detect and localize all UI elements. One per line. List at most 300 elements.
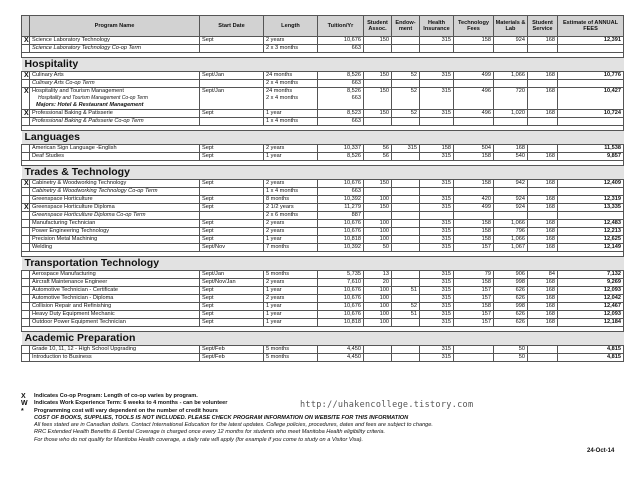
coop-mark [22, 303, 30, 311]
cell-serv [528, 346, 558, 354]
cell-length: 2 years [264, 220, 318, 228]
cell-length: 5 months [264, 354, 318, 362]
program-name [30, 145, 200, 153]
cell-mat: 626 [494, 287, 528, 295]
cell-serv: 168 [528, 303, 558, 311]
coop-mark [22, 196, 30, 204]
cell-assoc: 56 [364, 145, 392, 153]
cell-tuition: 8,526 [318, 72, 364, 80]
cell-mat: 626 [494, 295, 528, 303]
cell-start: Sept/Jan [200, 72, 264, 80]
coop-length: 2 x 4 months [266, 95, 299, 101]
cell-mat [494, 188, 528, 196]
section-row [22, 332, 624, 346]
cell-est [558, 188, 624, 196]
header-4: Tuition/Yr [318, 16, 364, 37]
section-row [22, 166, 624, 180]
cell-serv [528, 80, 558, 88]
cell-serv: 168 [528, 311, 558, 319]
cell-serv [528, 188, 558, 196]
table-row [22, 212, 624, 220]
cell-start [200, 118, 264, 126]
cell-assoc: 100 [364, 196, 392, 204]
coop-mark [22, 80, 30, 88]
coop-mark [22, 244, 30, 252]
fees-table [21, 15, 624, 362]
coop-mark [22, 295, 30, 303]
program-name [30, 228, 200, 236]
cell-tuition: 663 [318, 118, 364, 126]
cell-health: 315 [420, 180, 454, 188]
cell-est: 12,319 [558, 196, 624, 204]
cell-tech [454, 80, 494, 88]
fine-print-line: All fees stated are in Canadian dollars. Contact International Education for the latest updates. College policies, procedures, dates and fees are subject to change. [34, 422, 433, 429]
cell-tuition: 887 [318, 212, 364, 220]
program-name-text: Professional Baking & Patisserie [32, 110, 113, 116]
program-name [30, 180, 200, 188]
cell-tech: 158 [454, 220, 494, 228]
cell-health [420, 45, 454, 53]
table-row [22, 88, 624, 110]
cell-serv: 168 [528, 37, 558, 45]
table-row [22, 220, 624, 228]
cell-assoc: 150 [364, 110, 392, 118]
program-name-text: Heavy Duty Equipment Mechanic [32, 311, 115, 317]
table-row [22, 204, 624, 212]
header-9: Materials & Lab [494, 16, 528, 37]
cell-assoc: 56 [364, 153, 392, 161]
cell-tech [454, 346, 494, 354]
cell-assoc [364, 346, 392, 354]
cell-endow [392, 244, 420, 252]
cell-serv [528, 212, 558, 220]
cell-tech [454, 188, 494, 196]
cell-mat: 942 [494, 180, 528, 188]
program-name-text: Manufacturing Technician [32, 220, 96, 226]
cell-start [200, 80, 264, 88]
cell-serv: 84 [528, 271, 558, 279]
cell-serv: 168 [528, 228, 558, 236]
cell-serv: 168 [528, 295, 558, 303]
coop-mark [22, 220, 30, 228]
cell-health: 315 [420, 295, 454, 303]
cell-health: 315 [420, 72, 454, 80]
cell-length: 1 year [264, 236, 318, 244]
cell-tuition: 663 [318, 80, 364, 88]
cell-assoc [364, 80, 392, 88]
cell-est: 12,625 [558, 236, 624, 244]
cell-tuition [318, 88, 364, 110]
cell-tech: 158 [454, 228, 494, 236]
table-row [22, 118, 624, 126]
header-5: Student Assoc. [364, 16, 392, 37]
cell-tech: 157 [454, 319, 494, 327]
cell-serv: 168 [528, 319, 558, 327]
cell-mat: 924 [494, 37, 528, 45]
cell-est [558, 212, 624, 220]
cell-tech: 499 [454, 204, 494, 212]
program-name-text: Introduction to Business [32, 354, 92, 360]
fine-print-line: For those who do not qualify for Manitoba Health coverage, a daily rate will apply (for example if you come to study on a Visitor Visa). [34, 436, 364, 443]
program-name-text: Collision Repair and Refinishing [32, 303, 112, 309]
cell-serv: 168 [528, 88, 558, 110]
program-name [30, 204, 200, 212]
cell-health: 315 [420, 153, 454, 161]
cell-serv: 168 [528, 72, 558, 80]
cell-endow [392, 228, 420, 236]
cell-length: 2 x 3 months [264, 45, 318, 53]
cell-length: 1 year [264, 319, 318, 327]
cell-est: 12,409 [558, 180, 624, 188]
cell-tech: 158 [454, 180, 494, 188]
cell-tuition: 4,450 [318, 354, 364, 362]
cell-mat: 540 [494, 153, 528, 161]
program-name [30, 37, 200, 45]
cell-serv: 168 [528, 220, 558, 228]
program-name-text: Culinary Arts Co-op Term [32, 80, 95, 86]
cell-health: 315 [420, 110, 454, 118]
cell-health: 315 [420, 311, 454, 319]
cell-assoc: 100 [364, 287, 392, 295]
cell-start: Sept [200, 204, 264, 212]
cell-mat [494, 45, 528, 53]
cell-endow: 52 [392, 303, 420, 311]
cell-serv: 168 [528, 153, 558, 161]
cell-tech: 157 [454, 311, 494, 319]
cell-health: 315 [420, 37, 454, 45]
program-name [30, 110, 200, 118]
program-name-text: Greenspace Horticulture Diploma Co-op Term [32, 212, 146, 218]
cell-tuition: 10,676 [318, 287, 364, 295]
coop-mark [22, 346, 30, 354]
value-tuition: 8,526 [347, 88, 361, 94]
cell-est [558, 80, 624, 88]
cell-endow: 52 [392, 110, 420, 118]
cell-assoc [364, 354, 392, 362]
cell-start: Sept [200, 236, 264, 244]
cell-health: 315 [420, 303, 454, 311]
table-row [22, 145, 624, 153]
program-name-text: Aerospace Manufacturing [32, 271, 96, 277]
cell-mat: 1,020 [494, 110, 528, 118]
cell-endow [392, 80, 420, 88]
cell-tech [454, 45, 494, 53]
cell-assoc: 50 [364, 244, 392, 252]
program-name [30, 88, 200, 110]
cell-endow [392, 295, 420, 303]
cell-tuition: 5,735 [318, 271, 364, 279]
coop-mark: X [22, 180, 30, 188]
table-row [22, 279, 624, 287]
cell-tech: 499 [454, 72, 494, 80]
cell-start: Sept [200, 153, 264, 161]
program-name-text: Cabinetry & Woodworking Technology Co-op Term [32, 188, 158, 194]
cell-start: Sept [200, 319, 264, 327]
program-name [30, 80, 200, 88]
coop-mark [22, 236, 30, 244]
cell-serv [528, 118, 558, 126]
cell-mat: 998 [494, 279, 528, 287]
cell-health [420, 118, 454, 126]
cell-tech: 496 [454, 110, 494, 118]
cell-mat: 924 [494, 196, 528, 204]
cell-health: 315 [420, 346, 454, 354]
cell-length: 1 x 4 months [264, 188, 318, 196]
header-10: Student Service [528, 16, 558, 37]
program-name [30, 271, 200, 279]
cell-est: 12,184 [558, 319, 624, 327]
section-row [22, 131, 624, 145]
header-8: Technology Fees [454, 16, 494, 37]
cell-serv [528, 145, 558, 153]
coop-mark: X [22, 88, 30, 110]
value-length: 24 months [266, 88, 293, 94]
cell-start [200, 188, 264, 196]
cell-length: 2 years [264, 145, 318, 153]
cell-tuition: 663 [318, 45, 364, 53]
header-2: Start Date [200, 16, 264, 37]
cell-tuition: 663 [318, 188, 364, 196]
table-body [22, 37, 624, 362]
fine-print-line: RRC Extended Health Benefits & Dental Coverage is charged once every 12 months for students who meet Manitoba Health eligibility criteria. [34, 429, 386, 436]
cell-tech: 158 [454, 279, 494, 287]
cell-length: 1 year [264, 311, 318, 319]
cell-start: Sept/Feb [200, 346, 264, 354]
cell-est: 12,093 [558, 287, 624, 295]
cell-endow: 51 [392, 311, 420, 319]
cell-est: 12,149 [558, 244, 624, 252]
cell-start: Sept [200, 110, 264, 118]
legend-key: * [21, 407, 24, 415]
legend-key: X [21, 393, 26, 400]
table-row [22, 180, 624, 188]
cell-mat: 626 [494, 311, 528, 319]
cell-health: 315 [420, 196, 454, 204]
cell-tech: 157 [454, 244, 494, 252]
cell-tuition: 10,676 [318, 311, 364, 319]
program-name-text: Cabinetry & Woodworking Technology [32, 180, 127, 186]
cell-start: Sept/Feb [200, 354, 264, 362]
cell-est: 9,857 [558, 153, 624, 161]
program-name-text: American Sign Language -English [32, 145, 117, 151]
cell-endow [392, 212, 420, 220]
cell-endow [392, 220, 420, 228]
header-row [22, 16, 624, 37]
coop-mark: X [22, 110, 30, 118]
cell-endow [392, 204, 420, 212]
cell-start: Sept [200, 180, 264, 188]
cell-endow [392, 271, 420, 279]
cell-mat: 796 [494, 228, 528, 236]
coop-term-line: Hospitality and Tourism Management Co-op Term [38, 95, 148, 101]
cell-start: Sept/Jan [200, 88, 264, 110]
coop-mark: X [22, 37, 30, 45]
cell-serv: 168 [528, 279, 558, 287]
cell-endow [392, 45, 420, 53]
cell-tuition: 7,610 [318, 279, 364, 287]
table-row [22, 287, 624, 295]
cell-est: 4,815 [558, 354, 624, 362]
cell-health: 315 [420, 220, 454, 228]
cell-mat: 1,066 [494, 220, 528, 228]
cell-assoc: 100 [364, 303, 392, 311]
cell-endow: 52 [392, 88, 420, 110]
program-name [30, 354, 200, 362]
cell-start: Sept [200, 295, 264, 303]
cell-tech [454, 354, 494, 362]
cell-assoc: 150 [364, 88, 392, 110]
cell-mat: 1,066 [494, 236, 528, 244]
program-name [30, 220, 200, 228]
cell-assoc: 150 [364, 204, 392, 212]
cell-length [264, 88, 318, 110]
program-name [30, 212, 200, 220]
cell-endow [392, 180, 420, 188]
cell-start: Sept/Nov [200, 244, 264, 252]
cell-health [420, 212, 454, 220]
date-stamp: 24-Oct-14 [587, 448, 615, 454]
cell-health [420, 188, 454, 196]
cell-est [558, 45, 624, 53]
cell-mat: 50 [494, 354, 528, 362]
cell-length: 24 months [264, 72, 318, 80]
cell-tuition: 10,676 [318, 37, 364, 45]
program-name-text: Welding [32, 244, 53, 250]
cell-mat: 720 [494, 88, 528, 110]
cell-est: 10,724 [558, 110, 624, 118]
program-name-text: Greenspace Horticulture [32, 196, 93, 202]
cell-start: Sept/Nov/Jan [200, 279, 264, 287]
cell-tech [454, 212, 494, 220]
cell-mat [494, 80, 528, 88]
fees-sheet [21, 15, 623, 362]
cell-tech: 158 [454, 303, 494, 311]
cell-length: 2 1/2 years [264, 204, 318, 212]
coop-tuition: 663 [351, 95, 361, 101]
cell-assoc: 100 [364, 220, 392, 228]
program-name [30, 244, 200, 252]
cell-tuition: 4,450 [318, 346, 364, 354]
cell-est: 13,335 [558, 204, 624, 212]
program-name [30, 319, 200, 327]
cell-health: 315 [420, 236, 454, 244]
cell-tuition: 11,279 [318, 204, 364, 212]
cell-start: Sept [200, 311, 264, 319]
cell-mat [494, 118, 528, 126]
cell-mat: 924 [494, 204, 528, 212]
section-row [22, 58, 624, 72]
cell-est: 12,483 [558, 220, 624, 228]
section-title: Languages [22, 131, 624, 145]
coop-mark: X [22, 72, 30, 80]
cell-endow [392, 346, 420, 354]
coop-mark [22, 311, 30, 319]
table-row [22, 346, 624, 354]
program-name-text: Science Laboratory Technology Co-op Term [32, 45, 142, 51]
cell-start: Sept [200, 220, 264, 228]
cell-mat: 1,067 [494, 244, 528, 252]
cell-length: 5 months [264, 346, 318, 354]
program-name-text: Precision Metal Machining [32, 236, 98, 242]
cell-est [558, 118, 624, 126]
cell-assoc: 100 [364, 228, 392, 236]
cell-length: 8 months [264, 196, 318, 204]
cell-tuition: 10,818 [318, 236, 364, 244]
program-name [30, 45, 200, 53]
cell-est: 9,269 [558, 279, 624, 287]
cell-mat: 50 [494, 346, 528, 354]
cell-length: 2 x 4 months [264, 80, 318, 88]
table-row [22, 110, 624, 118]
watermark-url: http://uhakencollege.tistory.com [300, 400, 474, 410]
header-3: Length [264, 16, 318, 37]
cell-endow: 51 [392, 287, 420, 295]
section-title: Transportation Technology [22, 257, 624, 271]
table-row [22, 228, 624, 236]
legend-text: Indicates Work Experience Term: 6 weeks to 4 months - can be volunteer [34, 400, 228, 407]
cell-est: 4,815 [558, 346, 624, 354]
program-name [30, 279, 200, 287]
table-row [22, 37, 624, 45]
table-row [22, 196, 624, 204]
program-name [30, 196, 200, 204]
cell-length: 5 months [264, 271, 318, 279]
coop-mark: X [22, 204, 30, 212]
header-11: Estimate of ANNUAL FEES [558, 16, 624, 37]
cell-tech: 504 [454, 145, 494, 153]
cell-tech: 157 [454, 287, 494, 295]
cell-start: Sept [200, 145, 264, 153]
cell-health: 315 [420, 287, 454, 295]
cell-assoc: 13 [364, 271, 392, 279]
cell-length: 2 years [264, 279, 318, 287]
header-0 [22, 16, 30, 37]
program-name [30, 303, 200, 311]
cell-health: 315 [420, 271, 454, 279]
cell-length: 7 months [264, 244, 318, 252]
cell-endow: 52 [392, 72, 420, 80]
legend-text: Indicates Co-op Program: Length of co-op varies by program. [34, 393, 198, 399]
table-row [22, 188, 624, 196]
coop-mark [22, 271, 30, 279]
cell-length: 1 year [264, 153, 318, 161]
section-title: Trades & Technology [22, 166, 624, 180]
program-name [30, 287, 200, 295]
table-row [22, 80, 624, 88]
program-name-text: Hospitality and Tourism Management [32, 88, 124, 94]
program-name-text: Grade 10, 11, 12 - High School Upgrading [32, 346, 137, 352]
majors-line: Majors: Hotel & Restaurant Management [36, 102, 144, 108]
cell-serv: 168 [528, 110, 558, 118]
program-name-text: Automotive Technician - Certificate [32, 287, 119, 293]
cell-mat: 1,066 [494, 72, 528, 80]
cell-length: 2 years [264, 37, 318, 45]
cell-start: Sept [200, 228, 264, 236]
cell-endow [392, 118, 420, 126]
cell-endow [392, 319, 420, 327]
cell-health: 315 [420, 319, 454, 327]
cell-tuition: 10,818 [318, 319, 364, 327]
coop-mark [22, 188, 30, 196]
section-row [22, 257, 624, 271]
cell-health: 158 [420, 145, 454, 153]
cell-endow: 315 [392, 145, 420, 153]
table-row [22, 72, 624, 80]
cell-assoc: 20 [364, 279, 392, 287]
cell-endow [392, 354, 420, 362]
cell-tuition: 8,526 [318, 153, 364, 161]
cell-tuition: 10,676 [318, 180, 364, 188]
